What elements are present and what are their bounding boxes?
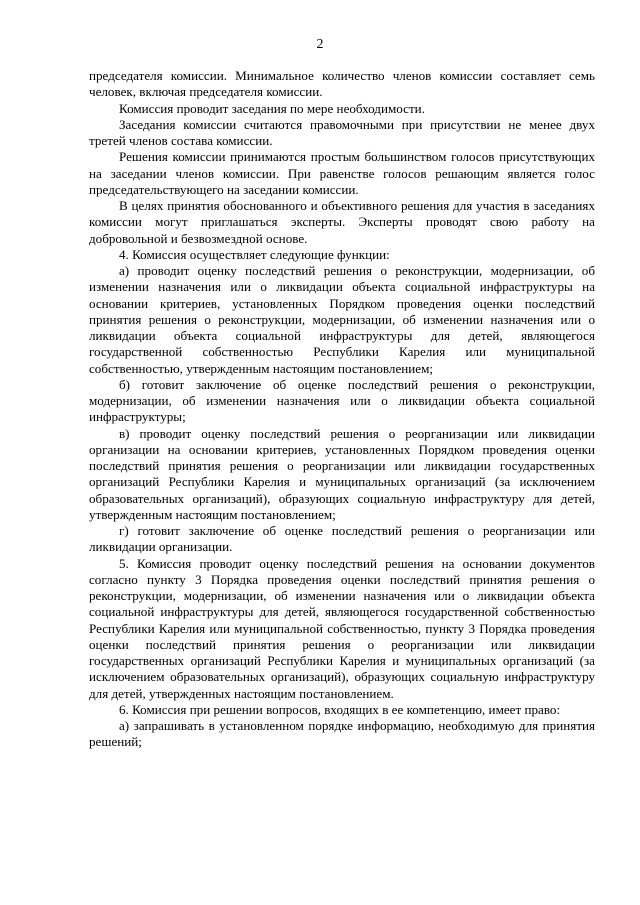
page-number: 2 bbox=[316, 37, 324, 52]
paragraph-decisions: Решения комиссии принимаются простым большинством голосов присутствующих на заседании членов комиссии. При равенстве голосов решающим является голос председательствующего на заседании комиссии. bbox=[89, 149, 595, 197]
document-body bbox=[89, 68, 595, 751]
paragraph-function-a: а) проводит оценку последствий решения о реконструкции, модернизации, об изменении назначения или о ликвидации объекта социальной инфраструктуры на основании критериев, установленных Порядком проведения оценки последствий принятия решения о реконструкции, модернизации, об изменении назначения или о ликвидации объекта социальной инфраструктуры для детей, являющегося государственной собственностью Республики Карелия или муниципальной собственностью, утвержденным настоящим постановлением; bbox=[89, 263, 595, 376]
paragraph-meetings-frequency: Комиссия проводит заседания по мере необходимости. bbox=[119, 100, 425, 116]
paragraph-experts: В целях принятия обоснованного и объективного решения для участия в заседаниях комиссии могут приглашаться эксперты. Эксперты проводят свою работу на добровольной и безвозмездной основе. bbox=[89, 198, 595, 246]
paragraph-function-g: г) готовит заключение об оценке последствий решения о реорганизации или ликвидации организации. bbox=[89, 523, 595, 555]
paragraph-right-a: а) запрашивать в установленном порядке информацию, необходимую для принятия решений; bbox=[89, 718, 595, 750]
paragraph-section-4-heading: 4. Комиссия осуществляет следующие функции: bbox=[119, 246, 390, 262]
paragraph-function-b: б) готовит заключение об оценке последствий решения о реконструкции, модернизации, об изменении назначения или о ликвидации объекта социальной инфраструктуры; bbox=[89, 376, 595, 425]
paragraph-quorum: Заседания комиссии считаются правомочными при присутствии не менее двух третей членов состава комиссии. bbox=[89, 116, 595, 148]
paragraph-section-6-heading: 6. Комиссия при решении вопросов, входящих в ее компетенцию, имеет право: bbox=[119, 701, 561, 717]
paragraph-section-5: 5. Комиссия проводит оценку последствий решения на основании документов согласно пункту 3 Порядка проведения оценки последствий принятия решения о реконструкции, модернизации, об изменении назначения или о ликвидации объекта социальной инфраструктуры для детей, являющегося государственной собственностью Республики Карелия или муниципальной собственностью, пункту 3 Порядка проведения оценки последствий принятия решения о реорганизации или ликвидации государственных организаций Республики Карелия и муниципальных организаций (за исключением образовательных организаций), образующих социальную инфраструктуру для детей, утвержденных настоящим постановлением. bbox=[89, 555, 595, 701]
paragraph-chair-composition: председателя комиссии. Минимальное количество членов комиссии составляет семь человек, включая председателя комиссии. bbox=[89, 68, 595, 100]
paragraph-function-v: в) проводит оценку последствий решения о реорганизации или ликвидации организации на основании критериев, установленных Порядком проведения оценки последствий принятия решения о реорганизации или ликвидации государственных организаций Республики Карелия и муниципальных организаций (за исключением образовательных организаций), образующих социальную инфраструктуру для детей, утвержденным настоящим постановлением; bbox=[89, 425, 595, 522]
